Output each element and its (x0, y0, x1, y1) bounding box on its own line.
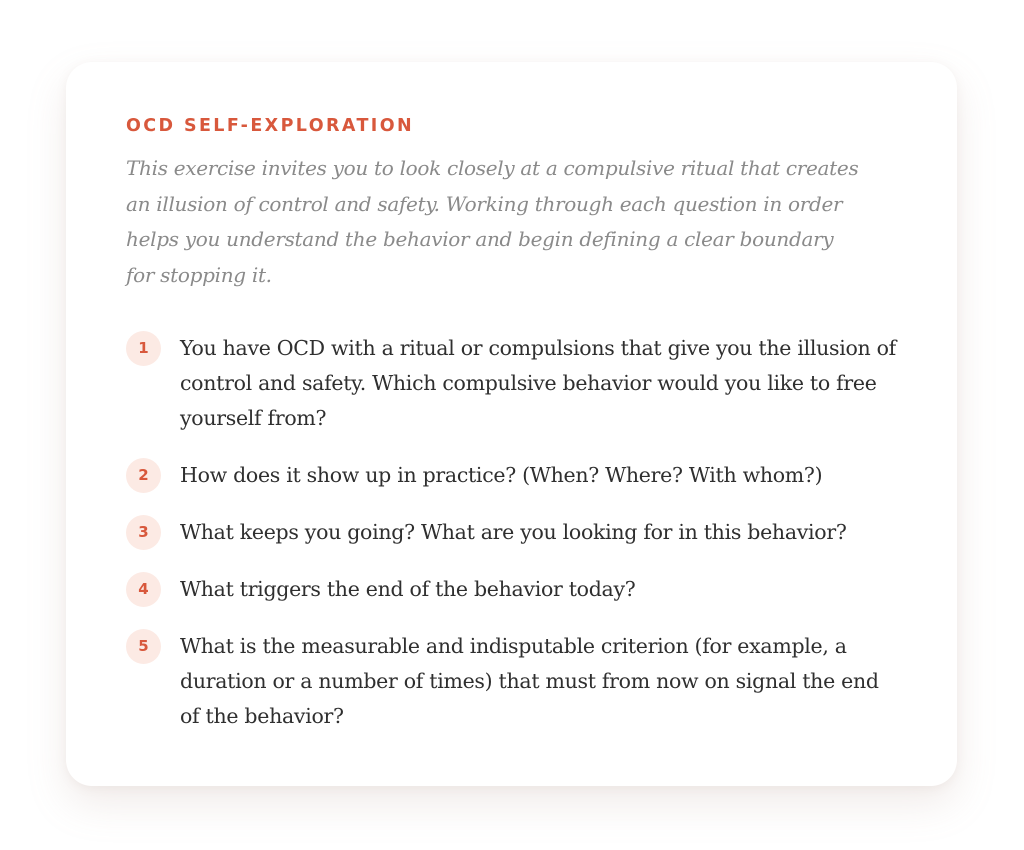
question-list (126, 331, 897, 734)
question-item-4 (126, 572, 897, 607)
question-number-badge: 4 (126, 572, 161, 607)
question-text: You have OCD with a ritual or compulsions that give you the illusion of control and safety. Which compulsive behavior would you like to free yourself from? (180, 336, 896, 430)
question-item-5 (126, 629, 897, 734)
question-text: What triggers the end of the behavior today? (180, 577, 636, 601)
question-text: What is the measurable and indisputable criterion (for example, a duration or a number of times) that must from now on signal the end of the behavior? (180, 634, 879, 728)
exercise-intro: This exercise invites you to look closely at a compulsive ritual that creates an illusion of control and safety. Working through each question in order helps you understand the behavior and begin defining a clear boundary for stopping it. (126, 156, 859, 287)
question-number-badge: 2 (126, 458, 161, 493)
question-text: How does it show up in practice? (When? Where? With whom?) (180, 463, 823, 487)
question-item-1 (126, 331, 897, 436)
question-number-badge: 5 (126, 629, 161, 664)
question-text: What keeps you going? What are you looking for in this behavior? (180, 520, 847, 544)
question-item-3 (126, 515, 897, 550)
exercise-eyebrow: OCD SELF-EXPLORATION (126, 116, 415, 136)
question-number-badge: 3 (126, 515, 161, 550)
question-item-2 (126, 458, 897, 493)
exercise-card (66, 62, 957, 786)
question-number-badge: 1 (126, 331, 161, 366)
